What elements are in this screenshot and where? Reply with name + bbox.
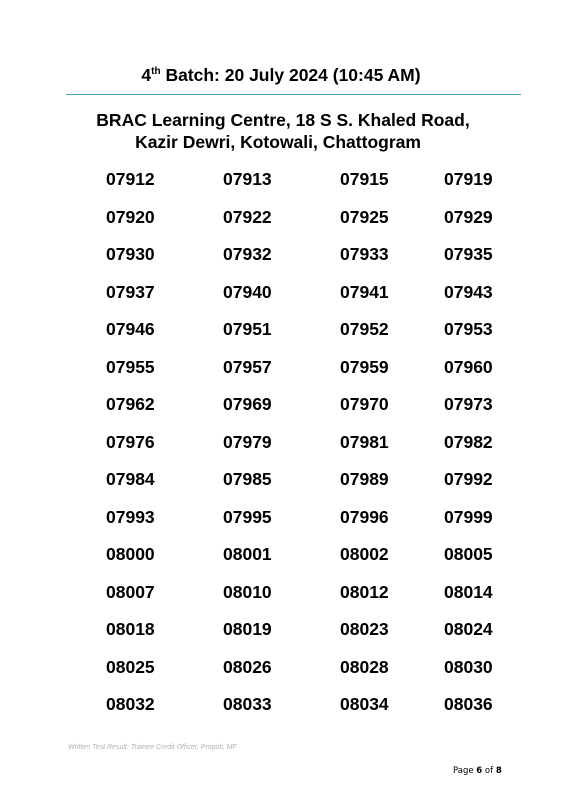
- roll-number: 07946: [106, 319, 155, 339]
- roll-number: 07935: [444, 244, 493, 264]
- roll-number: 07957: [223, 356, 272, 377]
- page-current: 6: [476, 766, 483, 776]
- roll-number: 08030: [444, 656, 493, 677]
- roll-number: 08028: [340, 656, 389, 677]
- table-row: [0, 581, 566, 619]
- roll-number: 07982: [444, 431, 493, 452]
- roll-number: 07943: [444, 281, 493, 302]
- venue-address: [0, 109, 566, 153]
- roll-number: 07955: [106, 356, 155, 377]
- roll-number: 07995: [223, 506, 272, 527]
- roll-number: 08002: [340, 544, 389, 564]
- table-row: [0, 243, 566, 281]
- roll-number: 07992: [444, 469, 493, 489]
- roll-number: 08023: [340, 619, 389, 639]
- roll-number: 07941: [340, 281, 389, 302]
- table-row: [0, 281, 566, 319]
- roll-number: 07929: [444, 206, 493, 227]
- roll-number: 07989: [340, 469, 389, 489]
- roll-number: 08019: [223, 619, 272, 639]
- roll-number: 07913: [223, 169, 272, 189]
- roll-number: 07919: [444, 169, 493, 189]
- roll-number: 07984: [106, 469, 155, 489]
- roll-number: 07969: [223, 394, 272, 414]
- table-row: [0, 543, 566, 581]
- table-row: [0, 468, 566, 506]
- header-divider: [66, 94, 521, 95]
- table-row: [0, 618, 566, 656]
- roll-number: 07979: [223, 431, 272, 452]
- roll-number: 08005: [444, 544, 493, 564]
- roll-number: 07999: [444, 506, 493, 527]
- batch-date-time: Batch: 20 July 2024 (10:45 AM): [160, 65, 421, 85]
- table-row: [0, 693, 566, 731]
- roll-number: 07937: [106, 281, 155, 302]
- roll-number: 08033: [223, 694, 272, 714]
- roll-number: 07940: [223, 281, 272, 302]
- roll-number: 07981: [340, 431, 389, 452]
- roll-number: 07953: [444, 319, 493, 339]
- roll-number: 07960: [444, 356, 493, 377]
- roll-number: 07932: [223, 244, 272, 264]
- venue-line-2: Kazir Dewri, Kotowali, Chattogram: [135, 132, 421, 152]
- venue-line-1: BRAC Learning Centre, 18 S S. Khaled Road,: [96, 110, 470, 130]
- roll-number: 08012: [340, 581, 389, 602]
- roll-number: 07915: [340, 169, 389, 189]
- batch-ordinal-suffix: th: [151, 66, 161, 78]
- roll-number: 07970: [340, 394, 389, 414]
- batch-title: [0, 64, 566, 86]
- roll-number: 07933: [340, 244, 389, 264]
- roll-number: 07993: [106, 506, 155, 527]
- roll-number: 07962: [106, 394, 155, 414]
- roll-number: 08018: [106, 619, 155, 639]
- table-row: [0, 506, 566, 544]
- roll-number: 08010: [223, 581, 272, 602]
- roll-number: 07996: [340, 506, 389, 527]
- roll-number: 07952: [340, 319, 389, 339]
- roll-number: 08001: [223, 544, 272, 564]
- page-prefix: Page: [453, 766, 477, 776]
- table-row: [0, 393, 566, 431]
- table-row: [0, 206, 566, 244]
- table-row: [0, 168, 566, 206]
- roll-number: 07976: [106, 431, 155, 452]
- roll-number: 07985: [223, 469, 272, 489]
- roll-number: 08032: [106, 694, 155, 714]
- roll-number: 07925: [340, 206, 389, 227]
- batch-number: 4: [141, 65, 152, 85]
- table-row: [0, 431, 566, 469]
- roll-number: 08025: [106, 656, 155, 677]
- roll-number: 07912: [106, 169, 155, 189]
- roll-number-table: [0, 168, 566, 731]
- page-total: 8: [495, 766, 502, 776]
- roll-number: 08026: [223, 656, 272, 677]
- roll-number: 07930: [106, 244, 155, 264]
- table-row: [0, 656, 566, 694]
- roll-number: 08034: [340, 694, 389, 714]
- footer-note: Written Test Result: Trainee Credit Officer, Progoti, MF: [68, 744, 237, 751]
- roll-number: 08014: [444, 581, 493, 602]
- page-number: [453, 766, 502, 776]
- roll-number: 07920: [106, 206, 155, 227]
- roll-number: 08024: [444, 619, 493, 639]
- table-row: [0, 318, 566, 356]
- roll-number: 07951: [223, 319, 272, 339]
- table-row: [0, 356, 566, 394]
- roll-number: 08000: [106, 544, 155, 564]
- roll-number: 07922: [223, 206, 272, 227]
- roll-number: 07959: [340, 356, 389, 377]
- roll-number: 07973: [444, 394, 493, 414]
- roll-number: 08007: [106, 581, 155, 602]
- page-middle: of: [482, 766, 496, 776]
- roll-number: 08036: [444, 694, 493, 714]
